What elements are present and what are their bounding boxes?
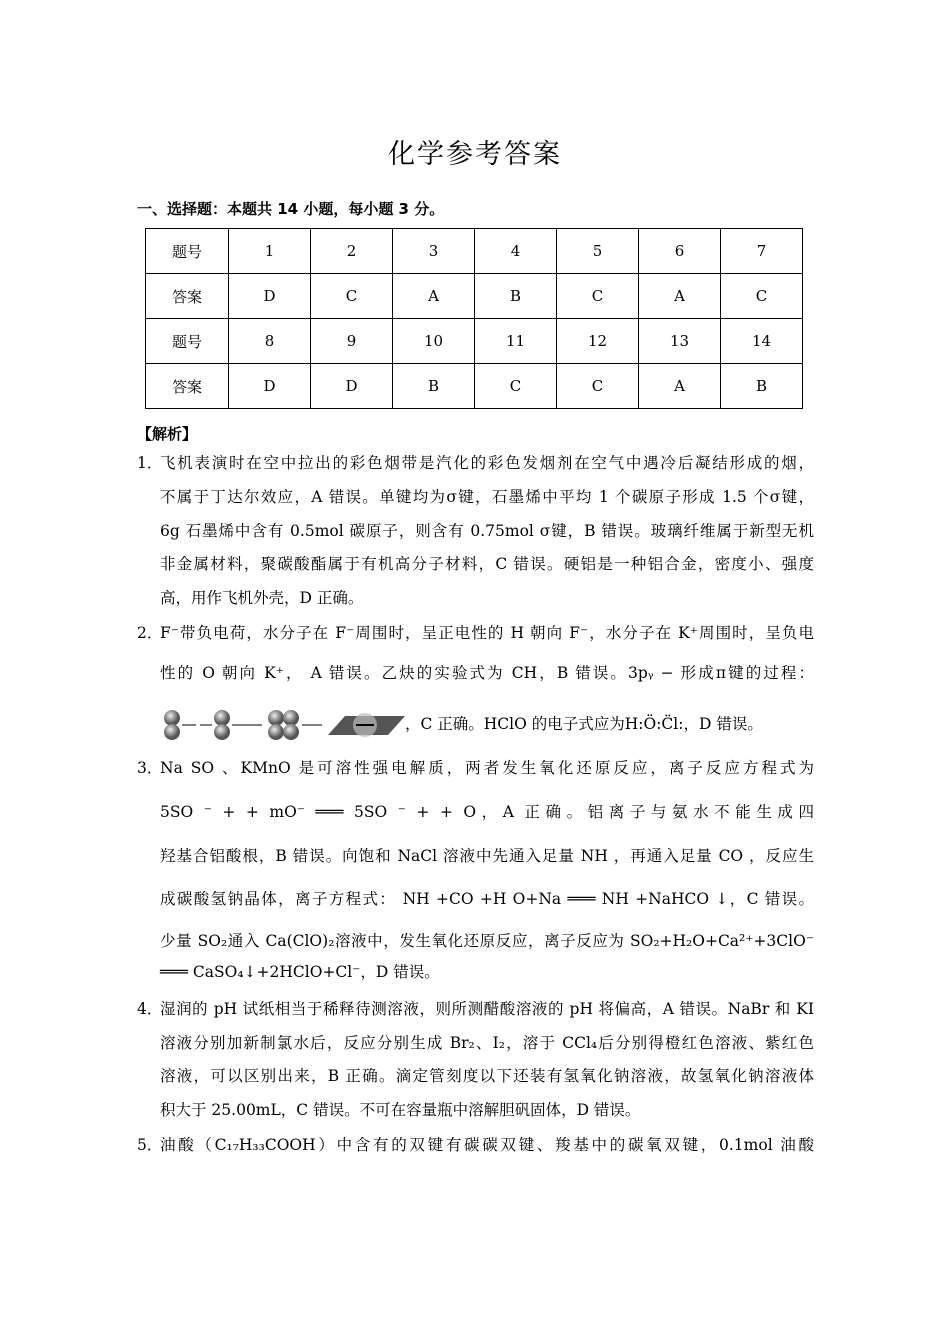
table-cell: D [229,274,311,319]
analysis-line: 性的 O 朝向 K⁺， A 错误。乙炔的实验式为 CH，B 错误。3pᵧ − 形成π键的过程： [160,664,814,682]
item-number: 2． [137,624,163,642]
page-title: 化学参考答案 [388,139,562,170]
row-header-cell: 答案 [146,274,229,319]
analysis-line: 非金属材料，聚碳酸酯属于有机高分子材料，C 错误。硬铝是一种铝合金，密度小、强度 [160,555,814,573]
table-cell: 13 [639,319,721,364]
table-cell: 10 [393,319,475,364]
table-cell: 6 [639,229,721,274]
table-cell: C [557,364,639,409]
table-cell: 1 [229,229,311,274]
analysis-line: 不属于丁达尔效应，A 错误。单键均为σ键，石墨烯中平均 1 个碳原子形成 1.5 个σ键， [160,488,814,506]
item-number: 1． [137,454,163,472]
analysis-line [160,710,763,740]
table-cell: A [639,274,721,319]
row-header-cell: 题号 [146,229,229,274]
analysis-line: 湿润的 pH 试纸相当于稀释待测溶液，则所测醋酸溶液的 pH 将偏高，A 错误。NaBr 和 KI [160,1000,814,1018]
analysis-line: 少量 SO₂通入 Ca(ClO)₂溶液中，发生氧化还原反应，离子反应为 SO₂+H₂O+Ca²⁺+3ClO⁻ [160,932,814,950]
table-row [146,229,803,274]
table-cell: 11 [475,319,557,364]
table-cell: 3 [393,229,475,274]
analysis-text: ，C 正确。HClO 的电子式应为H:Ö:C̈l:，D 错误。 [405,715,763,733]
table-cell: 9 [311,319,393,364]
analysis-line: 溶液分别加新制氯水后，反应分别生成 Br₂、I₂，溶于 CCl₄后分别得橙红色溶液、紫红色 [160,1034,814,1052]
analysis-line: 6g 石墨烯中含有 0.5mol 碳原子，则含有 0.75mol σ键，B 错误。玻璃纤维属于新型无机 [160,522,814,540]
analysis-line: 溶液，可以区别出来，B 正确。滴定管刻度以下还装有氢氧化钠溶液，故氢氧化钠溶液体 [160,1067,814,1085]
table-cell: 2 [311,229,393,274]
row-header-cell: 答案 [146,364,229,409]
table-cell: A [639,364,721,409]
pi-bond-orbital-diagram [160,710,405,740]
analysis-line: F⁻带负电荷，水分子在 F⁻周围时，呈正电性的 H 朝向 F⁻，水分子在 K⁺周围时，呈负电 [160,624,814,642]
table-cell: B [721,364,803,409]
table-cell: 4 [475,229,557,274]
analysis-line: 成碳酸氢钠晶体，离子方程式： NH +CO +H O+Na ═══ NH +NaHCO ↓，C 错误。 [160,890,814,908]
table-cell: C [475,364,557,409]
item-number: 5． [137,1136,163,1154]
analysis-line: 飞机表演时在空中拉出的彩色烟带是汽化的彩色发烟剂在空气中遇冷后凝结形成的烟， [160,454,814,472]
analysis-label: 【解析】 [137,425,198,443]
table-cell: 14 [721,319,803,364]
table-cell: 5 [557,229,639,274]
table-cell: 12 [557,319,639,364]
item-number: 3． [137,759,163,777]
table-cell: 8 [229,319,311,364]
table-row [146,364,803,409]
item-number: 4． [137,1000,163,1018]
table-cell: D [229,364,311,409]
answer-table [145,228,803,409]
table-cell: A [393,274,475,319]
table-cell: 7 [721,229,803,274]
table-cell: C [557,274,639,319]
table-row [146,319,803,364]
analysis-line: Na SO 、KMnO 是可溶性强电解质，两者发生氧化还原反应，离子反应方程式为 [160,759,814,777]
section-heading: 一、选择题：本题共 14 小题，每小题 3 分。 [137,200,445,218]
table-cell: D [311,364,393,409]
analysis-line: 高，用作飞机外壳，D 正确。 [160,589,364,607]
analysis-line: ═══ CaSO₄↓+2HClO+Cl⁻，D 错误。 [160,963,440,981]
analysis-line: 5SO ⁻ + + mO⁻ ═══ 5SO ⁻ + + O，A 正确。铝离子与氨水不能生成四 [160,803,814,821]
analysis-line: 积大于 25.00mL，C 错误。不可在容量瓶中溶解胆矾固体，D 错误。 [160,1101,641,1119]
analysis-line: 羟基合铝酸根，B 错误。向饱和 NaCl 溶液中先通入足量 NH ，再通入足量 CO ，反应生 [160,847,814,865]
row-header-cell: 题号 [146,319,229,364]
analysis-line: 油酸（C₁₇H₃₃COOH）中含有的双键有碳碳双键、羧基中的碳氧双键，0.1mol 油酸 [160,1136,814,1154]
table-row [146,274,803,319]
table-cell: C [721,274,803,319]
table-cell: B [393,364,475,409]
table-cell: C [311,274,393,319]
table-cell: B [475,274,557,319]
